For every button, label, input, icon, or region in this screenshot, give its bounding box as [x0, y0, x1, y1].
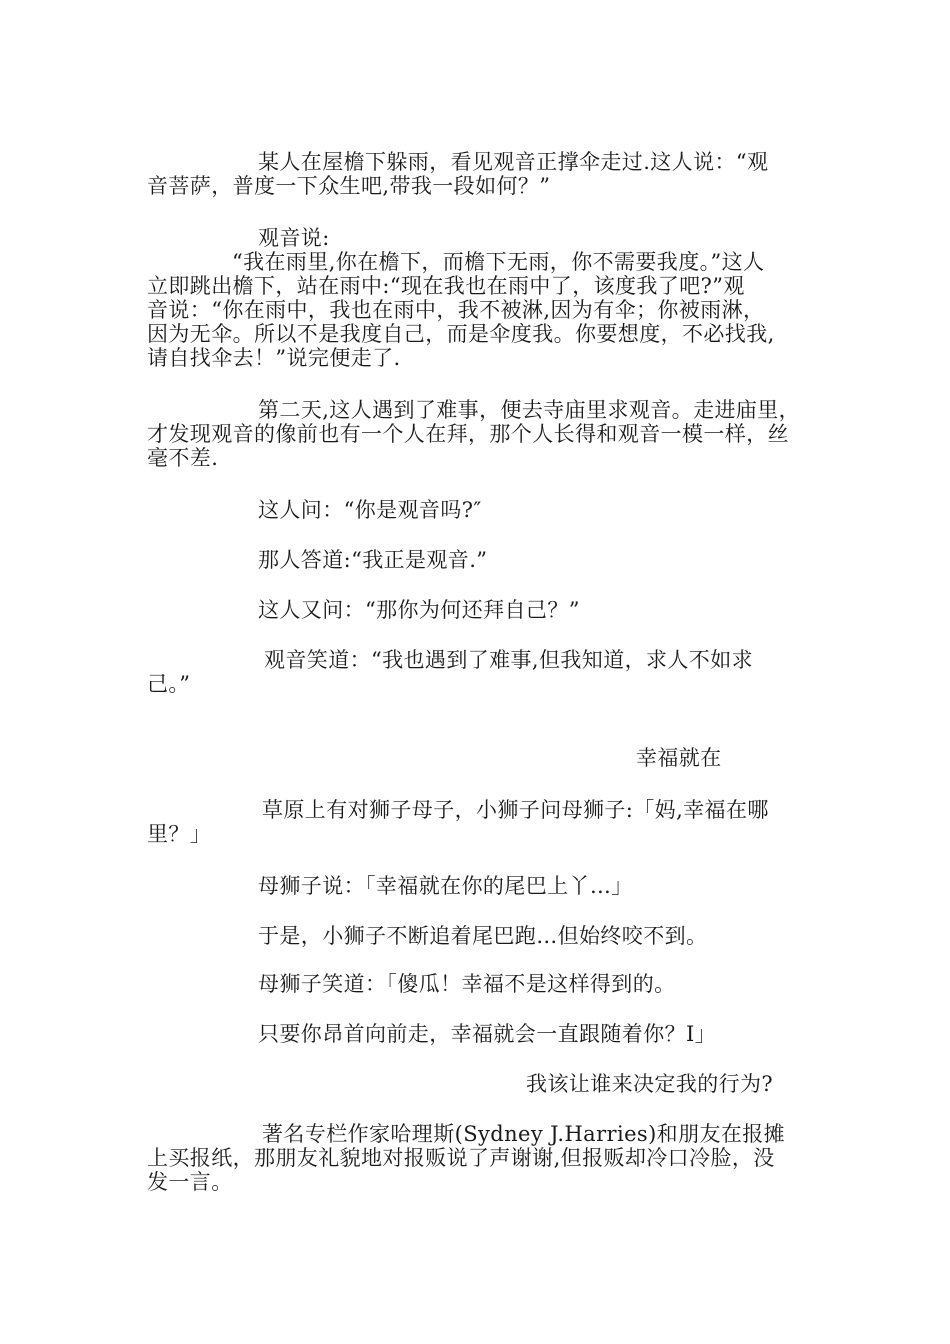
story2-title: 幸福就在	[636, 746, 722, 770]
story1-paragraph3-line4: 因为无伞。所以不是我度自己，而是伞度我。你要想度，不必找我,	[147, 322, 775, 346]
story1-paragraph3-line1: “我在雨里,你在檐下，而檐下无雨，你不需要我度。”这人	[232, 250, 765, 274]
story3-paragraph1-line3: 发一言。	[147, 1170, 233, 1194]
story1-paragraph3-line2: 立即跳出檐下，站在雨中:“现在我也在雨中了，该度我了吧?”观	[147, 274, 745, 298]
story2-paragraph1-line2: 里？」	[147, 822, 212, 846]
story2-paragraph5: 只要你昂首向前走，幸福就会一直跟随着你？I」	[258, 1022, 717, 1046]
story2-paragraph3: 于是，小狮子不断追着尾巴跑…但始终咬不到。	[258, 924, 708, 948]
story1-paragraph7: 这人又问：“那你为何还拜自己？”	[258, 598, 580, 622]
story1-paragraph5: 这人问：“你是观音吗?″	[258, 498, 482, 522]
story3-title: 我该让谁来决定我的行为?	[526, 1072, 774, 1096]
story1-paragraph1-line1: 某人在屋檐下躲雨，看见观音正撑伞走过.这人说：“观	[258, 150, 769, 174]
story1-paragraph8-line1: 观音笑道：“我也遇到了难事,但我知道，求人不如求	[264, 648, 754, 672]
story2-paragraph1-line1: 草原上有对狮子母子，小狮子问母狮子:「妈,幸福在哪	[262, 798, 769, 822]
story1-paragraph3-line3: 音说：“你在雨中，我也在雨中，我不被淋,因为有伞；你被雨淋，	[147, 298, 765, 322]
story1-paragraph8-line2: 己。”	[147, 672, 191, 696]
story1-paragraph3-line5: 请自找伞去！”说完便走了.	[147, 346, 401, 370]
story2-paragraph2: 母狮子说：「幸福就在你的尾巴上丫…」	[258, 874, 633, 898]
story1-paragraph1-line2: 音菩萨，普度一下众生吧,带我一段如何？”	[147, 174, 551, 198]
story3-paragraph1-line2: 上买报纸，那朋友礼貌地对报贩说了声谢谢,但报贩却冷口冷脸，没	[147, 1146, 775, 1170]
story1-paragraph4-line3: 毫不差.	[147, 446, 219, 470]
story3-paragraph1-line1: 著名专栏作家哈理斯(Sydney J.Harries)和朋友在报摊	[262, 1122, 786, 1146]
story1-paragraph4-line2: 才发现观音的像前也有一个人在拜，那个人长得和观音一模一样，丝	[147, 422, 789, 446]
story1-paragraph6: 那人答道:“我正是观音.”	[258, 548, 488, 572]
story2-paragraph4: 母狮子笑道：「傻瓜！幸福不是这样得到的。	[258, 972, 676, 996]
story1-paragraph2-line1: 观音说:	[258, 226, 330, 250]
story1-paragraph4-line1: 第二天,这人遇到了难事，便去寺庙里求观音。走进庙里，	[258, 398, 801, 422]
